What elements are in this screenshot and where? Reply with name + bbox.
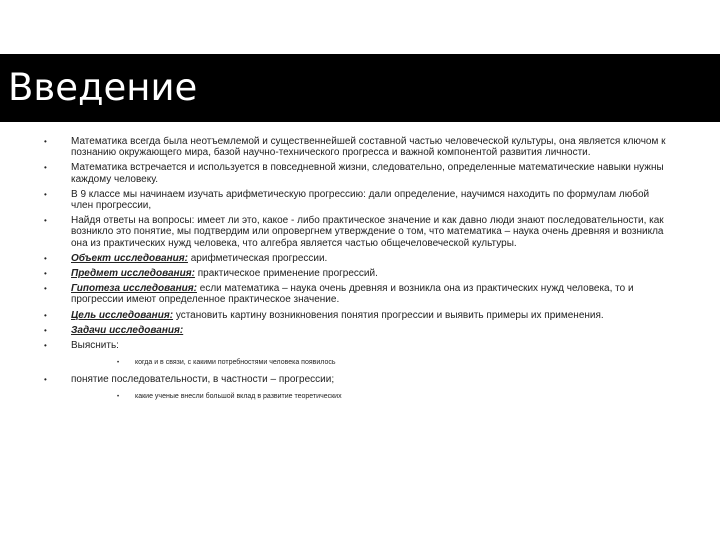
list-item [0, 340, 720, 351]
list-item [0, 136, 720, 158]
list-item [0, 162, 720, 184]
list-item [0, 374, 720, 385]
bullet-list [0, 136, 720, 408]
bullet-icon: • [44, 269, 47, 279]
bullet-icon: • [44, 284, 47, 294]
tasks-label: Задачи исследования: [71, 324, 184, 336]
sub-item-text: какие ученые внесли большой вклад в развитие теоретических [135, 393, 342, 401]
hypothesis-label: Гипотеза исследования: [71, 283, 197, 295]
goal-label: Цель исследования: [71, 309, 174, 321]
item-text: понятие последовательности, в частности – прогрессии; [71, 374, 335, 386]
subject-label: Предмет исследования: [71, 268, 195, 280]
list-item [0, 325, 720, 336]
item-text: Найдя ответы на вопросы: имеет ли это, какое - либо практическое значение и как давно люди знают последовательности, как возникло это понятие, мы подтвердим или опровергнем утверждение о том, что математика – наука очень древняя и возникла она из практических нужд человека, что алгебра является частью общечеловеческой культуры. [71, 215, 664, 249]
sub-item-text: когда и в связи, с какими потребностями человека появилось [135, 359, 336, 367]
item-text: практическое применение прогрессий. [194, 268, 378, 280]
sub-list-item [0, 358, 720, 368]
list-item [0, 268, 720, 279]
object-label: Объект исследования: [71, 252, 188, 264]
bullet-icon: • [44, 189, 47, 199]
bullet-icon: • [44, 310, 47, 320]
list-item [0, 310, 720, 321]
item-text: В 9 классе мы начинаем изучать арифметическую прогрессию: дали определение, научимся находить по формулам любой член прогрессии, [71, 188, 650, 212]
bullet-icon: • [44, 325, 47, 335]
bullet-icon: • [44, 253, 47, 263]
item-text: Математика всегда была неотъемлемой и существеннейшей составной частью человеческой культуры, она является ключом к познанию окружающего мира, базой научно-технического прогресса и важной компонентой развития личности. [71, 136, 666, 159]
list-item [0, 253, 720, 264]
bullet-icon: • [44, 163, 47, 173]
bullet-icon: • [44, 375, 47, 385]
item-text: Выяснить: [71, 340, 119, 352]
item-text: Математика встречается и используется в повседневной жизни, следовательно, определенные математические навыки нужны каждому человеку. [71, 162, 664, 185]
item-text: арифметическая прогрессии. [187, 252, 328, 264]
item-text: если математика – наука очень древняя и возникла она из практических нужд человека, то и прогрессии имеют определенное практическое значение. [71, 283, 634, 306]
sub-bullet-icon: • [117, 360, 120, 367]
bullet-icon: • [44, 341, 47, 351]
bullet-icon: • [44, 137, 47, 146]
list-item [0, 283, 720, 305]
list-item [0, 215, 720, 249]
item-text: установить картину возникновения понятия прогрессии и выявить примеры их применения. [173, 309, 604, 321]
bullet-icon: • [44, 216, 47, 226]
title-bar [0, 54, 720, 122]
slide-title: Введение [8, 66, 198, 109]
sub-list-item [0, 392, 720, 402]
list-item [0, 189, 720, 211]
sub-bullet-icon: • [117, 394, 120, 401]
